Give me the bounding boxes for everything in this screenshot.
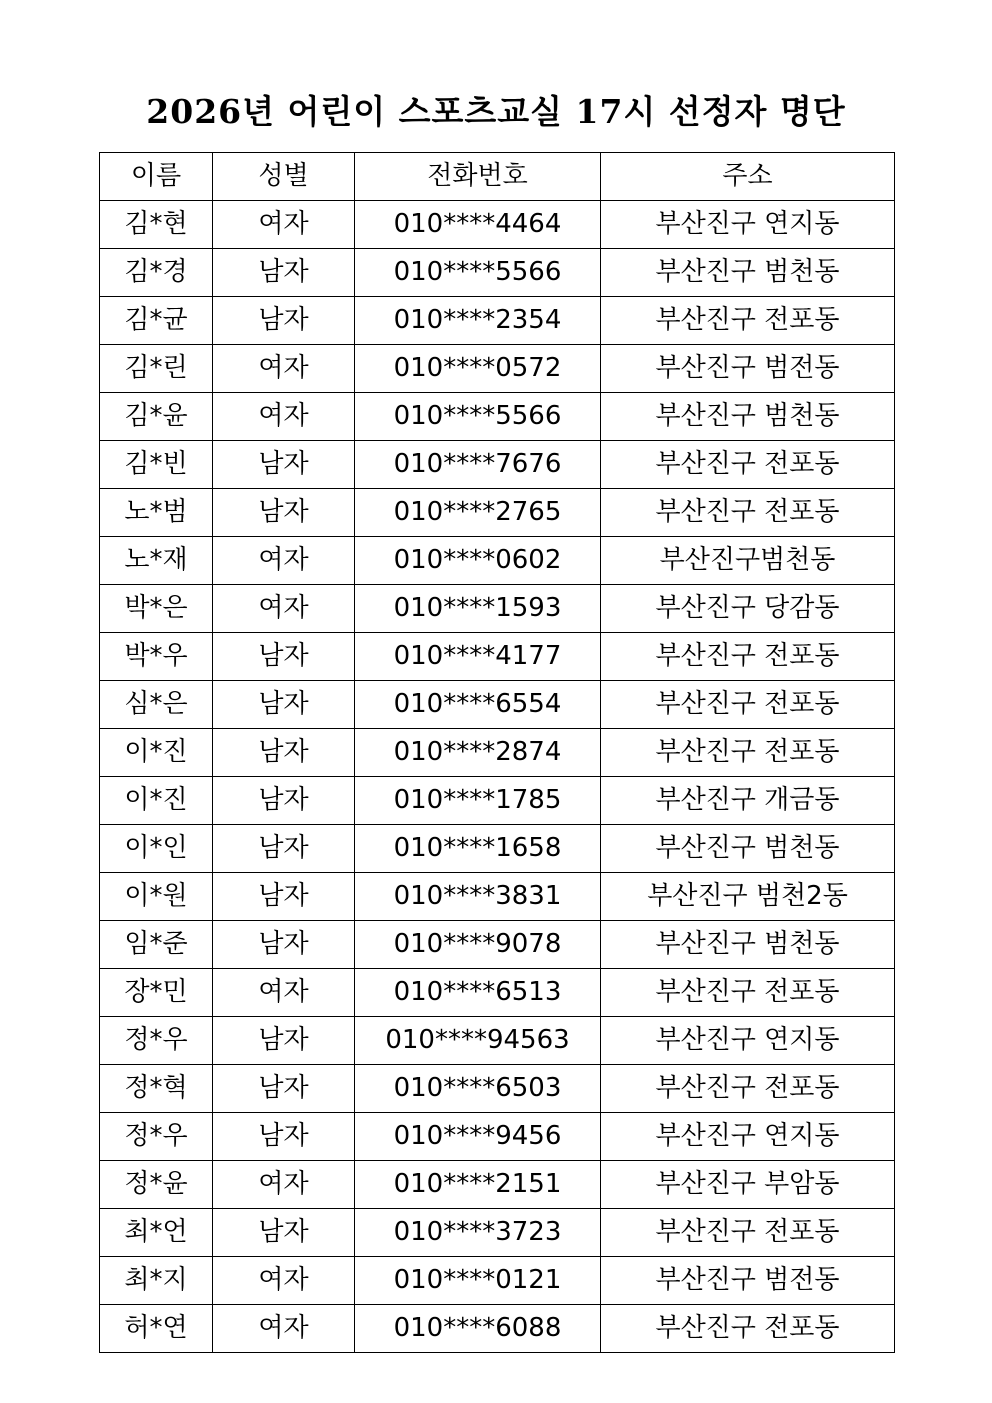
table-row bbox=[100, 1017, 895, 1065]
cell-phone: 010****1658 bbox=[355, 825, 601, 873]
cell-name: 김*린 bbox=[100, 345, 213, 393]
cell-address: 부산진구 연지동 bbox=[601, 201, 895, 249]
table-row bbox=[100, 537, 895, 585]
table-row bbox=[100, 201, 895, 249]
cell-name: 허*연 bbox=[100, 1305, 213, 1353]
table-row bbox=[100, 969, 895, 1017]
cell-phone: 010****5566 bbox=[355, 393, 601, 441]
cell-name: 장*민 bbox=[100, 969, 213, 1017]
cell-address: 부산진구 전포동 bbox=[601, 633, 895, 681]
cell-gender: 여자 bbox=[213, 537, 355, 585]
table-row bbox=[100, 825, 895, 873]
cell-address: 부산진구범천동 bbox=[601, 537, 895, 585]
cell-address: 부산진구 당감동 bbox=[601, 585, 895, 633]
header-name: 이름 bbox=[100, 153, 213, 201]
cell-address: 부산진구 부암동 bbox=[601, 1161, 895, 1209]
cell-address: 부산진구 범천동 bbox=[601, 921, 895, 969]
cell-address: 부산진구 전포동 bbox=[601, 1065, 895, 1113]
cell-gender: 남자 bbox=[213, 729, 355, 777]
cell-gender: 여자 bbox=[213, 345, 355, 393]
cell-name: 김*균 bbox=[100, 297, 213, 345]
cell-phone: 010****94563 bbox=[355, 1017, 601, 1065]
table-row bbox=[100, 681, 895, 729]
table-row bbox=[100, 345, 895, 393]
cell-name: 이*진 bbox=[100, 729, 213, 777]
cell-address: 부산진구 연지동 bbox=[601, 1113, 895, 1161]
cell-name: 임*준 bbox=[100, 921, 213, 969]
table-row bbox=[100, 393, 895, 441]
cell-phone: 010****0572 bbox=[355, 345, 601, 393]
cell-phone: 010****9078 bbox=[355, 921, 601, 969]
table-row bbox=[100, 441, 895, 489]
cell-name: 정*혁 bbox=[100, 1065, 213, 1113]
cell-address: 부산진구 전포동 bbox=[601, 297, 895, 345]
cell-address: 부산진구 전포동 bbox=[601, 1305, 895, 1353]
cell-address: 부산진구 전포동 bbox=[601, 969, 895, 1017]
cell-phone: 010****2354 bbox=[355, 297, 601, 345]
cell-name: 김*경 bbox=[100, 249, 213, 297]
table-row bbox=[100, 297, 895, 345]
cell-phone: 010****1593 bbox=[355, 585, 601, 633]
cell-name: 정*우 bbox=[100, 1113, 213, 1161]
cell-gender: 여자 bbox=[213, 585, 355, 633]
table-row bbox=[100, 1161, 895, 1209]
cell-phone: 010****6503 bbox=[355, 1065, 601, 1113]
cell-phone: 010****3723 bbox=[355, 1209, 601, 1257]
table-row bbox=[100, 585, 895, 633]
table-row bbox=[100, 489, 895, 537]
cell-gender: 남자 bbox=[213, 489, 355, 537]
cell-gender: 여자 bbox=[213, 1305, 355, 1353]
cell-phone: 010****7676 bbox=[355, 441, 601, 489]
cell-gender: 남자 bbox=[213, 921, 355, 969]
header-address: 주소 bbox=[601, 153, 895, 201]
cell-phone: 010****0602 bbox=[355, 537, 601, 585]
cell-gender: 여자 bbox=[213, 1257, 355, 1305]
cell-gender: 남자 bbox=[213, 1113, 355, 1161]
cell-gender: 남자 bbox=[213, 825, 355, 873]
cell-address: 부산진구 연지동 bbox=[601, 1017, 895, 1065]
cell-name: 이*인 bbox=[100, 825, 213, 873]
cell-phone: 010****3831 bbox=[355, 873, 601, 921]
cell-phone: 010****4464 bbox=[355, 201, 601, 249]
document-title: 2026년 어린이 스포츠교실 17시 선정자 명단 bbox=[146, 92, 846, 131]
cell-gender: 여자 bbox=[213, 969, 355, 1017]
cell-address: 부산진구 범천2동 bbox=[601, 873, 895, 921]
table-row bbox=[100, 1065, 895, 1113]
cell-phone: 010****0121 bbox=[355, 1257, 601, 1305]
table-row bbox=[100, 1209, 895, 1257]
table-row bbox=[100, 1113, 895, 1161]
cell-gender: 여자 bbox=[213, 201, 355, 249]
cell-gender: 남자 bbox=[213, 1209, 355, 1257]
cell-phone: 010****9456 bbox=[355, 1113, 601, 1161]
table-row bbox=[100, 1257, 895, 1305]
cell-address: 부산진구 전포동 bbox=[601, 1209, 895, 1257]
table-header-row bbox=[100, 153, 895, 201]
cell-name: 이*진 bbox=[100, 777, 213, 825]
cell-address: 부산진구 범전동 bbox=[601, 1257, 895, 1305]
cell-name: 최*언 bbox=[100, 1209, 213, 1257]
cell-name: 김*현 bbox=[100, 201, 213, 249]
cell-address: 부산진구 전포동 bbox=[601, 729, 895, 777]
table-row bbox=[100, 873, 895, 921]
cell-name: 박*우 bbox=[100, 633, 213, 681]
cell-phone: 010****2151 bbox=[355, 1161, 601, 1209]
cell-phone: 010****5566 bbox=[355, 249, 601, 297]
cell-gender: 남자 bbox=[213, 873, 355, 921]
cell-name: 최*지 bbox=[100, 1257, 213, 1305]
cell-gender: 남자 bbox=[213, 777, 355, 825]
cell-name: 정*윤 bbox=[100, 1161, 213, 1209]
cell-name: 김*빈 bbox=[100, 441, 213, 489]
cell-gender: 여자 bbox=[213, 1161, 355, 1209]
cell-name: 박*은 bbox=[100, 585, 213, 633]
header-phone: 전화번호 bbox=[355, 153, 601, 201]
cell-gender: 남자 bbox=[213, 1017, 355, 1065]
cell-phone: 010****4177 bbox=[355, 633, 601, 681]
cell-address: 부산진구 전포동 bbox=[601, 489, 895, 537]
cell-phone: 010****1785 bbox=[355, 777, 601, 825]
cell-gender: 남자 bbox=[213, 297, 355, 345]
cell-gender: 남자 bbox=[213, 633, 355, 681]
cell-gender: 남자 bbox=[213, 249, 355, 297]
table-body bbox=[100, 201, 895, 1353]
cell-name: 이*원 bbox=[100, 873, 213, 921]
cell-address: 부산진구 범천동 bbox=[601, 249, 895, 297]
table-row bbox=[100, 777, 895, 825]
cell-phone: 010****2765 bbox=[355, 489, 601, 537]
cell-name: 정*우 bbox=[100, 1017, 213, 1065]
cell-name: 노*범 bbox=[100, 489, 213, 537]
cell-phone: 010****6513 bbox=[355, 969, 601, 1017]
cell-address: 부산진구 전포동 bbox=[601, 441, 895, 489]
cell-gender: 남자 bbox=[213, 441, 355, 489]
cell-address: 부산진구 범전동 bbox=[601, 345, 895, 393]
cell-address: 부산진구 전포동 bbox=[601, 681, 895, 729]
cell-address: 부산진구 개금동 bbox=[601, 777, 895, 825]
cell-gender: 남자 bbox=[213, 1065, 355, 1113]
table-row bbox=[100, 633, 895, 681]
cell-address: 부산진구 범천동 bbox=[601, 825, 895, 873]
selection-roster-table bbox=[99, 152, 895, 1353]
cell-gender: 여자 bbox=[213, 393, 355, 441]
table-row bbox=[100, 921, 895, 969]
cell-phone: 010****6554 bbox=[355, 681, 601, 729]
header-gender: 성별 bbox=[213, 153, 355, 201]
table-row bbox=[100, 249, 895, 297]
cell-address: 부산진구 범천동 bbox=[601, 393, 895, 441]
cell-gender: 남자 bbox=[213, 681, 355, 729]
cell-name: 김*윤 bbox=[100, 393, 213, 441]
cell-name: 심*은 bbox=[100, 681, 213, 729]
table-row bbox=[100, 1305, 895, 1353]
table-row bbox=[100, 729, 895, 777]
cell-phone: 010****6088 bbox=[355, 1305, 601, 1353]
cell-name: 노*재 bbox=[100, 537, 213, 585]
cell-phone: 010****2874 bbox=[355, 729, 601, 777]
